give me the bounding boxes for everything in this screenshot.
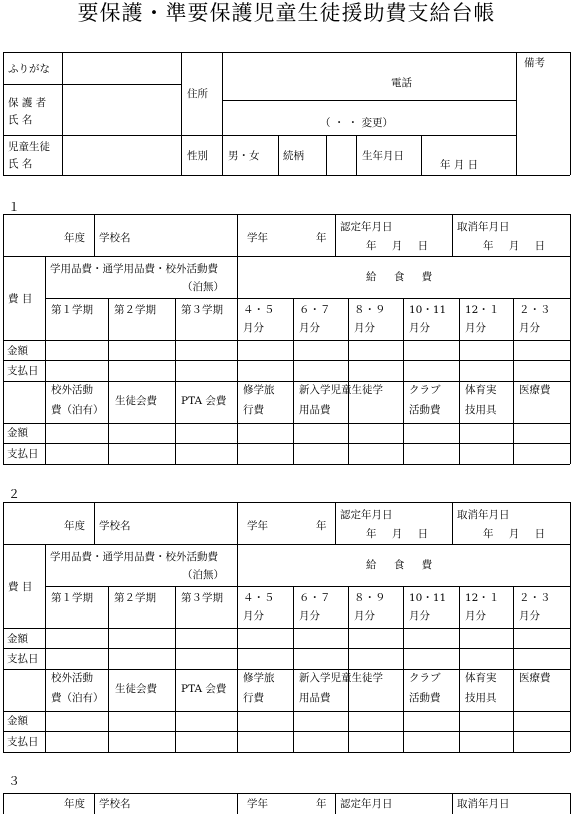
guardian-name-label: 氏 名 (8, 114, 33, 126)
school-supplies-label: 学用品費・通学用品費・校外活動費 (50, 551, 218, 563)
section-number: ３ (8, 774, 21, 788)
phone-label: 電話 (391, 77, 412, 89)
pe-equipment-label: 体育実 (465, 672, 497, 684)
cancel-date-label: 取消年月日 (457, 509, 510, 521)
birthdate-label: 生年月日 (362, 150, 404, 162)
phone-change-note: （ ・ ・ 変更） (320, 117, 394, 129)
new-student-label: 新入学児童生徒学 (299, 384, 383, 396)
term-2-label: 第２学期 (114, 592, 156, 604)
term-1-label: 第１学期 (51, 592, 93, 604)
month-label: ８・９ (354, 304, 386, 316)
amount-label: 金額 (7, 345, 28, 357)
month-unit: 月分 (409, 322, 430, 334)
year-label: 年度 (64, 798, 85, 810)
school-trip-label-2: 行費 (243, 692, 264, 704)
school-name-label: 学校名 (99, 798, 131, 810)
term-1-label: 第１学期 (51, 304, 93, 316)
month-unit: 月分 (243, 322, 264, 334)
student-council-label: 生徒会費 (115, 395, 157, 407)
cancel-date-label: 取消年月日 (457, 221, 510, 233)
school-trip-label-2: 行費 (243, 404, 264, 416)
pta-fee-label: PTA 会費 (181, 683, 227, 695)
term-3-label: 第３学期 (181, 592, 223, 604)
club-label: クラブ (409, 672, 441, 684)
amount-label: 金額 (7, 715, 28, 727)
cancel-date-ymd: 年 月 日 (483, 528, 546, 540)
cancel-date-ymd: 年 月 日 (483, 240, 546, 252)
month-label: ２・３ (519, 592, 551, 604)
section-number: １ (8, 200, 21, 214)
club-label-2: 活動費 (409, 404, 441, 416)
month-unit: 月分 (519, 610, 540, 622)
grade-unit: 年 (316, 798, 327, 810)
month-label: ４・５ (243, 304, 275, 316)
school-lunch-label: 給 食 費 (366, 271, 433, 283)
month-unit: 月分 (465, 322, 486, 334)
month-label: ２・３ (519, 304, 551, 316)
remarks-label: 備考 (524, 57, 545, 69)
approval-date-ymd: 年 月 日 (366, 528, 429, 540)
payment-date-label: 支払日 (7, 448, 39, 460)
student-council-label: 生徒会費 (115, 683, 157, 695)
grade-label: 学年 (247, 232, 268, 244)
guardian-label: 保 護 者 (8, 97, 47, 109)
outdoor-activity-label-2: 費（泊有） (51, 404, 104, 416)
new-student-label: 新入学児童生徒学 (299, 672, 383, 684)
pe-equipment-label-2: 技用具 (465, 692, 497, 704)
outdoor-activity-label-2: 費（泊有） (51, 692, 104, 704)
medical-label: 医療費 (519, 672, 551, 684)
month-unit: 月分 (354, 322, 375, 334)
student-name-label: 氏 名 (8, 158, 33, 170)
address-label: 住所 (187, 88, 208, 100)
ledger-title: 要保護・準要保護児童生徒援助費支給台帳 (77, 1, 496, 25)
gender-label: 性別 (187, 150, 208, 162)
month-label: 10・11 (409, 304, 447, 316)
amount-label: 金額 (7, 633, 28, 645)
approval-date-label: 認定年月日 (340, 221, 393, 233)
month-label: ４・５ (243, 592, 275, 604)
no-overnight-label: （泊無） (182, 569, 224, 581)
school-lunch-label: 給 食 費 (366, 559, 433, 571)
month-unit: 月分 (299, 610, 320, 622)
month-label: ８・９ (354, 592, 386, 604)
payment-date-label: 支払日 (7, 365, 39, 377)
approval-date-label: 認定年月日 (340, 509, 393, 521)
furigana-label: ふりがな (8, 63, 50, 75)
school-name-label: 学校名 (99, 520, 131, 532)
pta-fee-label: PTA 会費 (181, 395, 227, 407)
amount-label: 金額 (7, 427, 28, 439)
pe-equipment-label: 体育実 (465, 384, 497, 396)
new-student-label-2: 用品費 (299, 692, 331, 704)
month-label: 10・11 (409, 592, 447, 604)
grade-unit: 年 (316, 520, 327, 532)
grade-unit: 年 (316, 232, 327, 244)
no-overnight-label: （泊無） (182, 281, 224, 293)
month-unit: 月分 (409, 610, 430, 622)
month-unit: 月分 (354, 610, 375, 622)
school-trip-label: 修学旅 (243, 384, 275, 396)
payment-date-label: 支払日 (7, 736, 39, 748)
outdoor-activity-label: 校外活動 (51, 672, 93, 684)
month-label: ６・７ (299, 592, 331, 604)
relationship-label: 続柄 (283, 150, 304, 162)
year-label: 年度 (64, 232, 85, 244)
school-supplies-label: 学用品費・通学用品費・校外活動費 (50, 263, 218, 275)
pe-equipment-label-2: 技用具 (465, 404, 497, 416)
medical-label: 医療費 (519, 384, 551, 396)
birthdate-ymd: 年 月 日 (440, 159, 479, 171)
outdoor-activity-label: 校外活動 (51, 384, 93, 396)
school-name-label: 学校名 (99, 232, 131, 244)
cancel-date-label: 取消年月日 (457, 798, 510, 810)
grade-label: 学年 (247, 520, 268, 532)
club-label-2: 活動費 (409, 692, 441, 704)
year-label: 年度 (64, 520, 85, 532)
month-label: 12・１ (465, 592, 500, 604)
month-unit: 月分 (299, 322, 320, 334)
approval-date-label: 認定年月日 (340, 798, 393, 810)
expense-item-label: 費 目 (8, 293, 33, 305)
expense-item-label: 費 目 (8, 581, 33, 593)
section-number: ２ (8, 487, 21, 501)
month-unit: 月分 (465, 610, 486, 622)
payment-date-label: 支払日 (7, 653, 39, 665)
month-label: ６・７ (299, 304, 331, 316)
grade-label: 学年 (247, 798, 268, 810)
approval-date-ymd: 年 月 日 (366, 240, 429, 252)
month-label: 12・１ (465, 304, 500, 316)
student-label: 児童生徒 (8, 141, 50, 153)
month-unit: 月分 (519, 322, 540, 334)
school-trip-label: 修学旅 (243, 672, 275, 684)
term-3-label: 第３学期 (181, 304, 223, 316)
club-label: クラブ (409, 384, 441, 396)
term-2-label: 第２学期 (114, 304, 156, 316)
month-unit: 月分 (243, 610, 264, 622)
gender-options: 男・女 (228, 150, 260, 162)
new-student-label-2: 用品費 (299, 404, 331, 416)
